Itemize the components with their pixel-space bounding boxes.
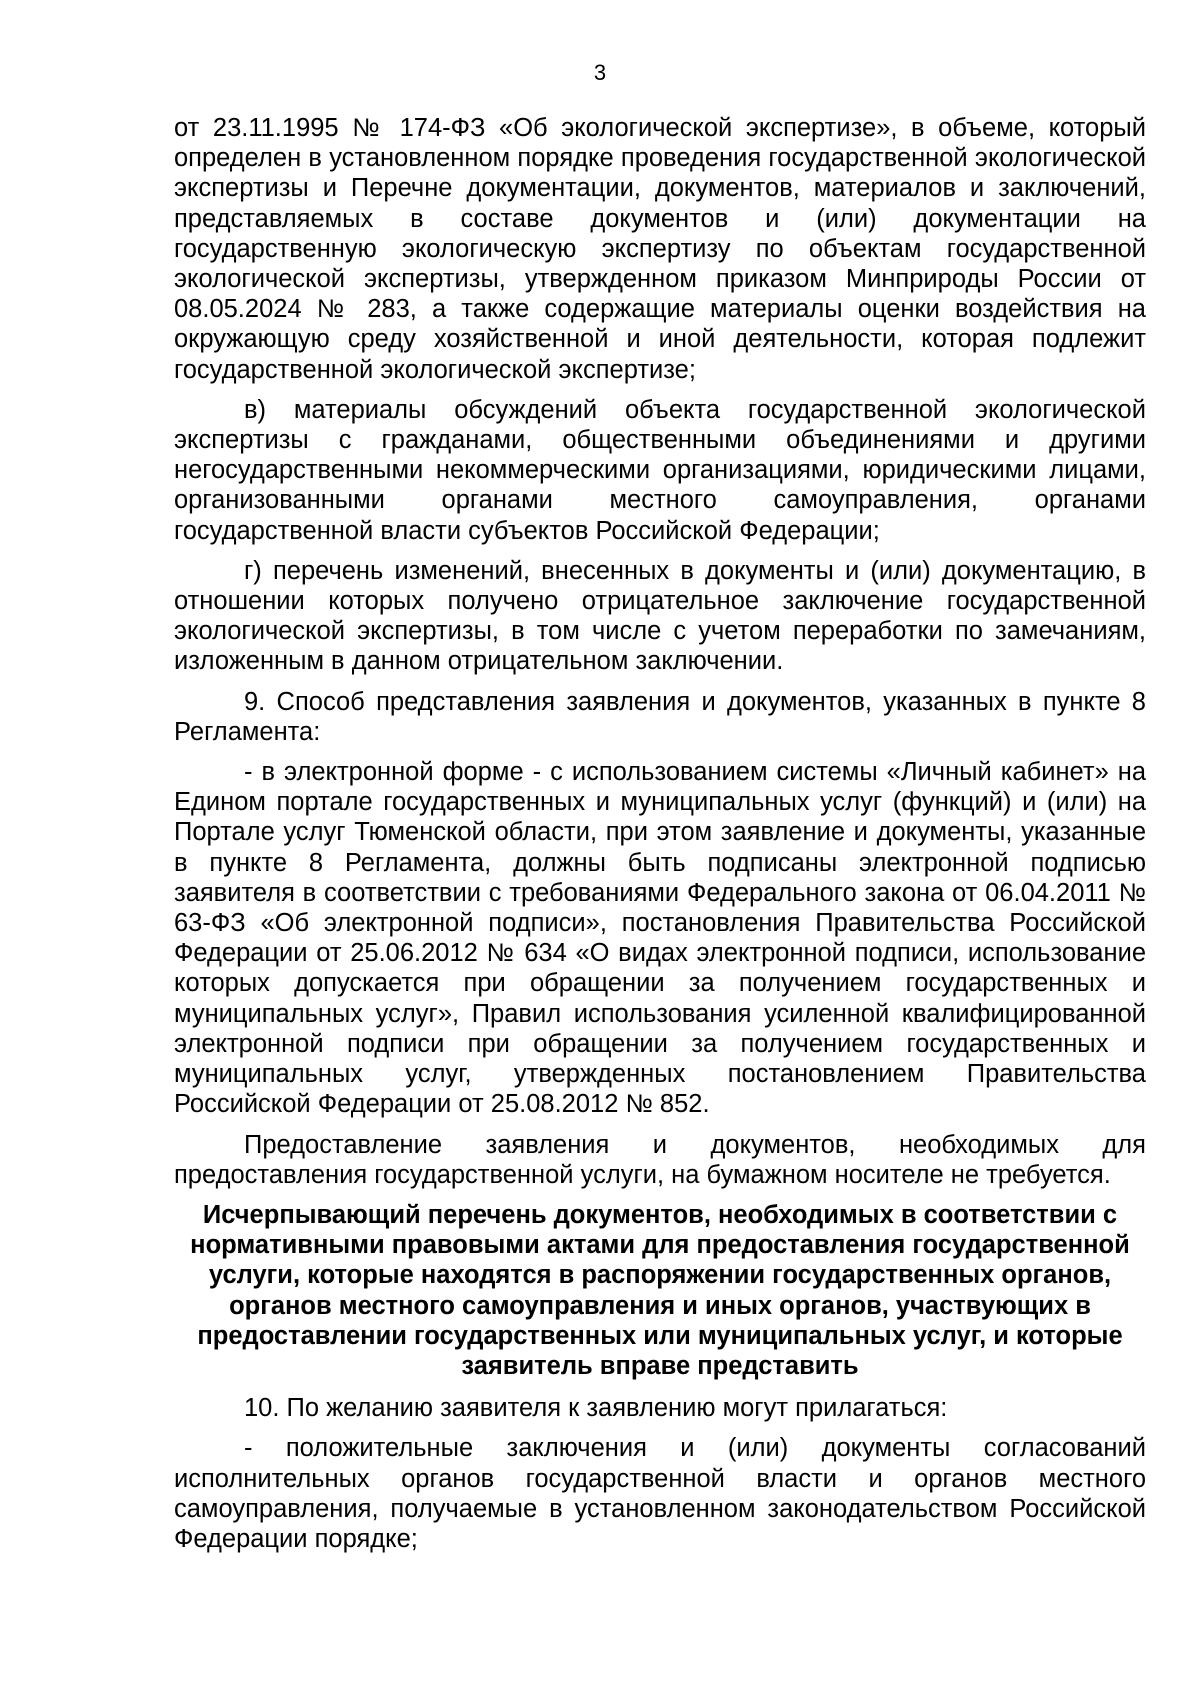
paragraph-clause-9: 9. Способ представления заявления и документов, указанных в пункте 8 Регламента:	[174, 687, 1146, 746]
document-body	[174, 113, 1146, 1564]
page-number: 3	[593, 60, 607, 85]
paragraph-positive-conclusions: - положительные заключения и (или) документы согласований исполнительных органов государственной власти и органов местного самоуправления, получаемые в установленном законодательством Российской Федерации порядке;	[174, 1434, 1146, 1553]
section-heading: Исчерпывающий перечень документов, необходимых в соответствии с нормативными правовыми актами для предоставления государственной услуги, которые находятся в распоряжении государственных органов, органов местного самоуправления и иных органов, участвующих в предоставлении государственных или муниципальных услуг, и которые заявитель вправе представить	[190, 1200, 1130, 1380]
paragraph-expertise-materials: от 23.11.1995 № 174-ФЗ «Об экологической экспертизе», в объеме, который определен в установленном порядке проведения государственной экологической экспертизы и Перечне документации, документов, материалов и заключений, представляемых в составе документов и (или) документации на государственную экологическую экспертизу по объектам государственной экологической экспертизы, утвержденном приказом Минприроды России от 08.05.2024 № 283, а также содержащие материалы оценки воздействия на окружающую среду хозяйственной и иной деятельности, которая подлежит государственной экологической экспертизе;	[174, 114, 1146, 384]
paragraph-item-g: г) перечень изменений, внесенных в документы и (или) документацию, в отношении которых получено отрицательное заключение государственной экологической экспертизы, в том числе с учетом переработки по замечаниям, изложенным в данном отрицательном заключении.	[174, 556, 1146, 676]
paragraph-clause-10: 10. По желанию заявителя к заявлению могут прилагаться:	[244, 1394, 948, 1423]
paragraph-electronic-form: - в электронной форме - с использованием системы «Личный кабинет» на Едином портале государственных и муниципальных услуг (функций) и (или) на Портале услуг Тюменской области, при этом заявление и документы, указанные в пункте 8 Регламента, должны быть подписаны электронной подписью заявителя в соответствии с требованиями Федерального закона от 06.04.2011 № 63-ФЗ «Об электронной подписи», постановления Правительства Российской Федерации от 25.06.2012 № 634 «О видах электронной подписи, использование которых допускается при обращении за получением государственных и муниципальных услуг», Правил использования усиленной квалифицированной электронной подписи при обращении за получением государственных и муниципальных услуг, утвержденных постановлением Правительства Российской Федерации от 25.08.2012 № 852.	[174, 758, 1146, 1119]
paragraph-paper-not-required: Предоставление заявления и документов, необходимых для предоставления государственной услуги, на бумажном носителе не требуется.	[174, 1130, 1146, 1189]
paragraph-item-v: в) материалы обсуждений объекта государственной экологической экспертизы с гражданами, общественными объединениями и другими негосударственными некоммерческими организациями, юридическими лицами, организованными органами местного самоуправления, органами государственной власти субъектов Российской Федерации;	[174, 395, 1146, 545]
